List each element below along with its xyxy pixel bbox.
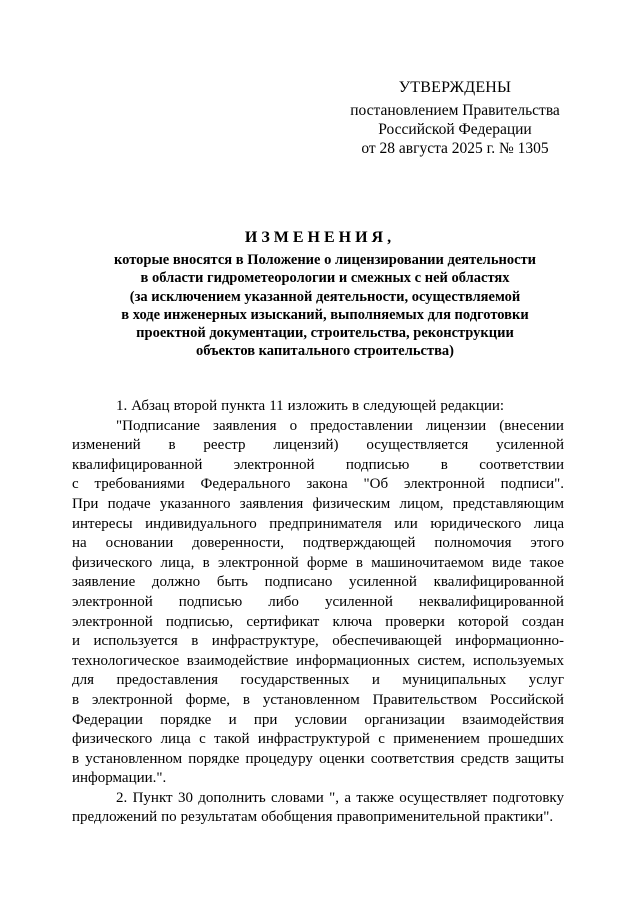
body-word: предоставлении [310, 417, 413, 434]
body-word: на [72, 535, 87, 552]
body-word: юридического [430, 515, 522, 532]
body-word: 30 [177, 789, 193, 806]
body-word: пункта [221, 398, 266, 414]
body-word: "Подписание [116, 417, 200, 434]
body-word: в [440, 456, 448, 473]
body-word: 11 [269, 398, 284, 414]
body-word: лица [160, 731, 191, 748]
body-word: представляющим [452, 495, 564, 512]
body-word: а [344, 789, 351, 806]
body-word: изложить [287, 398, 349, 414]
body-word: создан [521, 613, 564, 630]
body-word: полномочия [434, 535, 512, 552]
body-word: изменений [72, 437, 141, 454]
body-word: заявления [239, 495, 304, 512]
body-word: используемых [472, 652, 564, 669]
body-word: предпринимателя [269, 515, 382, 532]
body-word: проверки [385, 613, 445, 630]
body-line [72, 436, 564, 456]
body-word: также [356, 789, 394, 806]
body-word: подписью [345, 456, 410, 473]
body-word: в [168, 437, 176, 454]
body-word: практики". [484, 809, 554, 826]
body-word: с [199, 731, 206, 748]
body-line [72, 593, 564, 613]
body-word: технологическое [72, 652, 180, 669]
subtitle-line: в ходе инженерных изысканий, выполняемых для подготовки [121, 306, 529, 323]
subtitle-line: объектов капитального строительства) [196, 343, 454, 360]
body-word: порядке [188, 750, 240, 767]
body-word: ", [329, 789, 339, 806]
body-word: о [289, 417, 298, 434]
body-word: этого [530, 535, 564, 552]
approval-block [340, 78, 570, 158]
body-word: лица, [160, 554, 195, 571]
document-body [72, 397, 564, 828]
body-word: применением [393, 731, 480, 748]
body-word: с [378, 731, 385, 748]
body-word: электронной [404, 476, 485, 493]
approval-line-1: постановлением Правительства [350, 102, 560, 119]
body-word: подаче [107, 495, 151, 512]
body-word: и [72, 633, 81, 650]
body-line [72, 750, 564, 770]
body-word: подписи". [500, 476, 564, 493]
body-word: средств [460, 750, 510, 767]
body-line [72, 691, 564, 711]
body-word: лица [533, 515, 564, 532]
body-word: предложений [72, 809, 158, 826]
document-title: ИЗМЕНЕНИЯ, [244, 229, 396, 246]
subtitle-line: в области гидрометеорологии и смежных с ней областях [140, 270, 510, 287]
body-word: редакции: [440, 398, 505, 414]
body-word: заявления [213, 417, 277, 434]
body-word: форме, [185, 691, 230, 708]
body-word: подготовку [492, 789, 564, 806]
body-word: такой [214, 731, 250, 748]
body-word: форме [306, 554, 348, 571]
body-word: муниципальных [402, 672, 507, 689]
body-line [72, 573, 564, 593]
body-word: усиленной [496, 437, 564, 454]
body-word: указанного [159, 495, 231, 512]
body-word: следующей [363, 398, 437, 414]
document-subtitle [70, 251, 580, 361]
body-word: физическим [312, 495, 391, 512]
body-word: организации [364, 711, 445, 728]
body-word: реестр [203, 437, 246, 454]
body-word: и [228, 711, 237, 728]
body-word: или [394, 515, 418, 532]
body-word: установленном [85, 750, 183, 767]
body-word: взаимодействия [462, 711, 564, 728]
body-word: в [355, 554, 363, 571]
body-word: должно [151, 574, 201, 591]
body-word: в [202, 554, 210, 571]
body-word: для [72, 672, 95, 689]
body-word: доверенности, [192, 535, 285, 552]
body-word: подписью, [165, 613, 234, 630]
body-word: электронной [72, 593, 153, 610]
body-word: 1. [116, 398, 128, 414]
body-word: соответствия [370, 750, 455, 767]
body-word: информационных [296, 652, 410, 669]
body-word: информационно- [455, 633, 564, 650]
approval-line-3: от 28 августа 2025 г. № 1305 [361, 140, 549, 157]
body-word: установленном [262, 691, 360, 708]
body-word: быть [216, 574, 248, 591]
body-word: инфраструктуре, [211, 633, 319, 650]
body-word: электронной [218, 554, 299, 571]
body-word: защиты [515, 750, 564, 767]
body-word: электронной [91, 691, 173, 708]
body-word: систем, [417, 652, 466, 669]
body-word: "Об [363, 476, 389, 493]
body-word: (внесении [499, 417, 564, 434]
body-word: лицензии [425, 417, 487, 434]
body-word: физического [72, 554, 153, 571]
body-line [72, 613, 564, 633]
body-word: Федерального [200, 476, 291, 493]
body-word: в [72, 750, 80, 767]
body-word: неквалифицированной [418, 593, 564, 610]
body-word: второй [173, 398, 218, 414]
body-line [72, 417, 564, 437]
body-line [72, 515, 564, 535]
body-line [72, 554, 564, 574]
body-word: подписано [264, 574, 333, 591]
body-word: обобщения [261, 809, 333, 826]
body-word: При [72, 495, 99, 512]
body-word: подписью [178, 593, 243, 610]
body-word: дополнить [198, 789, 266, 806]
body-line [72, 534, 564, 554]
body-word: государственных [240, 672, 350, 689]
body-word: процедуру [245, 750, 313, 767]
body-word: в [72, 691, 80, 708]
body-line [72, 789, 564, 809]
body-line [72, 808, 564, 828]
body-word: машиночитаемом [371, 554, 484, 571]
body-word: заявление [72, 574, 136, 591]
body-word: виде [492, 554, 522, 571]
body-word: Правительством [372, 691, 478, 708]
body-word: соответствии [479, 456, 564, 473]
body-word: сертификат [246, 613, 320, 630]
body-word: либо [268, 593, 299, 610]
body-word: используется [93, 633, 178, 650]
body-word: основании [105, 535, 174, 552]
body-word: Пункт [132, 789, 173, 806]
body-word: Абзац [131, 398, 170, 414]
body-line [72, 671, 564, 691]
body-word: информации.". [72, 770, 167, 787]
body-word: которой [457, 613, 509, 630]
body-word: электронной [72, 613, 153, 630]
body-word: закона [306, 476, 348, 493]
body-word: усиленной [324, 593, 393, 610]
body-word: результатам [180, 809, 258, 826]
body-word: предоставления [116, 672, 219, 689]
body-word: интересы [72, 515, 133, 532]
body-word: электронной [233, 456, 315, 473]
body-line [72, 632, 564, 652]
body-word: и [371, 672, 380, 689]
body-line [72, 730, 564, 750]
body-word: словами [271, 789, 324, 806]
body-word: физического [72, 731, 153, 748]
body-word: по [161, 809, 177, 826]
body-word: обеспечивающей [332, 633, 442, 650]
body-word: Российской [490, 691, 564, 708]
body-word: подтверждающей [302, 535, 416, 552]
body-word: в [352, 398, 360, 414]
subtitle-line: (за исключением указанной деятельности, осуществляемой [129, 288, 521, 305]
body-word: осуществляет [399, 789, 488, 806]
body-word: в [191, 633, 199, 650]
body-word: услуг [528, 672, 564, 689]
body-line [72, 456, 564, 476]
body-line [72, 495, 564, 515]
body-word: при [253, 711, 278, 728]
body-word: правоприменительной [336, 809, 481, 826]
body-word: с [72, 476, 79, 493]
body-word: требованиями [94, 476, 185, 493]
body-word: в [242, 691, 250, 708]
body-word: квалифицированной [72, 456, 203, 473]
body-word: Федерации [72, 711, 143, 728]
body-line [72, 711, 564, 731]
body-word: инфраструктурой [257, 731, 370, 748]
body-word: лицом, [399, 495, 444, 512]
body-line [72, 652, 564, 672]
approval-heading: УТВЕРЖДЕНЫ [398, 79, 512, 96]
body-word: квалифицированной [433, 574, 564, 591]
body-line [72, 475, 564, 495]
approval-line-2: Российской Федерации [378, 121, 532, 138]
subtitle-line: проектной документации, строительства, реконструкции [136, 325, 514, 342]
body-word: взаимодействие [186, 652, 289, 669]
body-word: лицензий) [273, 437, 339, 454]
body-line [72, 397, 564, 417]
body-word: усиленной [349, 574, 417, 591]
body-word: осуществляется [366, 437, 469, 454]
subtitle-line: которые вносятся в Положение о лицензировании деятельности [113, 252, 537, 268]
body-word: условии [294, 711, 348, 728]
body-word: такое [529, 554, 564, 571]
body-word: индивидуального [145, 515, 257, 532]
body-line [72, 769, 564, 789]
body-word: 2. [116, 789, 128, 806]
body-word: ключа [332, 613, 373, 630]
body-word: порядке [160, 711, 212, 728]
body-word: прошедших [488, 731, 564, 748]
body-word: оценки [319, 750, 365, 767]
